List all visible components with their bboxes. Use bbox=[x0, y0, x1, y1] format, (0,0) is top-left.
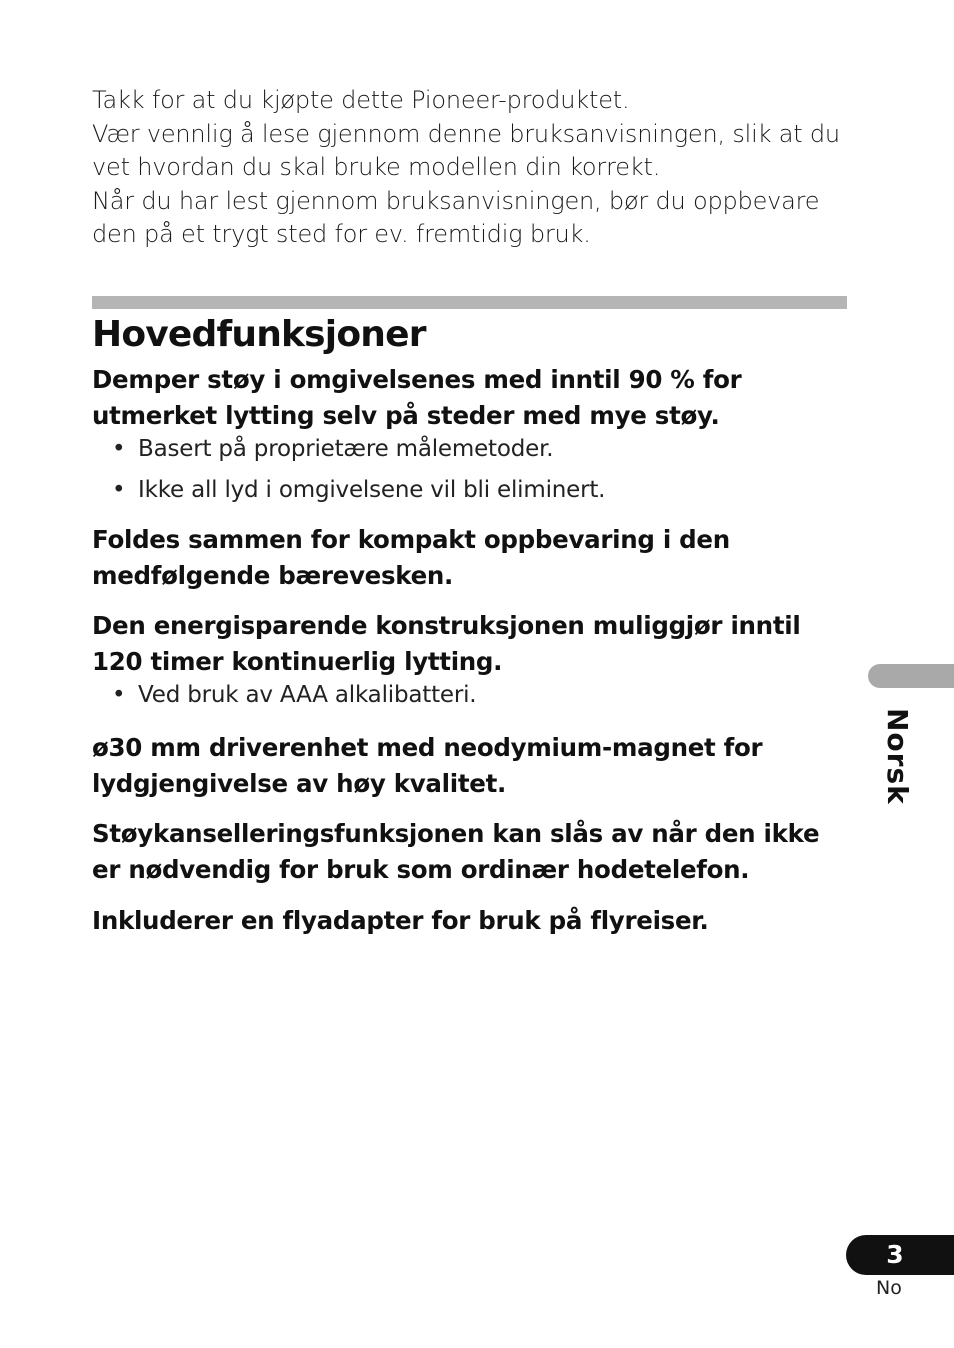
feature-title-driver: ø30 mm driverenhet med neodymium-magnet for lydgjengivelse av høy kvalitet. bbox=[92, 733, 763, 798]
language-tab-marker bbox=[868, 664, 954, 688]
feature-title-cancel-off: Støykanselleringsfunksjonen kan slås av når den ikke er nødvendig for bruk som ordinær hodetelefon. bbox=[92, 819, 820, 884]
language-side-label: Norsk bbox=[881, 708, 914, 805]
feature-title-noise-reduction: Demper støy i omgivelsenes med inntil 90 % for utmerket lytting selv på steder med mye støy. bbox=[92, 365, 742, 430]
section-heading: Hovedfunksjoner bbox=[92, 314, 426, 355]
feature-title-energy: Den energisparende konstruksjonen muliggjør inntil 120 timer kontinuerlig lytting. bbox=[92, 611, 801, 676]
language-code: No bbox=[876, 1277, 902, 1299]
intro-paragraph-3: Når du har lest gjennom bruksanvisningen, bør du oppbevare den på et trygt sted for ev. fremtidig bruk. bbox=[92, 186, 820, 248]
feature-bullet bbox=[112, 680, 832, 710]
bullet-dot-icon: • bbox=[112, 436, 126, 462]
bullet-text: Basert på proprietære målemetoder. bbox=[138, 436, 554, 462]
page-number: 3 bbox=[886, 1240, 904, 1269]
bullet-dot-icon: • bbox=[112, 477, 126, 503]
feature-title-folding: Foldes sammen for kompakt oppbevaring i den medfølgende bærevesken. bbox=[92, 525, 730, 590]
bullet-text: Ikke all lyd i omgivelsene vil bli eliminert. bbox=[138, 477, 606, 503]
intro-paragraph-2: Vær vennlig å lese gjennom denne bruksanvisningen, slik at du vet hvordan du skal bruke modellen din korrekt. bbox=[92, 119, 840, 181]
intro-paragraph-1: Takk for at du kjøpte dette Pioneer-produktet. bbox=[92, 86, 630, 114]
feature-bullet bbox=[112, 434, 832, 464]
feature-bullet bbox=[112, 475, 832, 505]
intro-text bbox=[92, 84, 862, 252]
bullet-dot-icon: • bbox=[112, 682, 126, 708]
section-divider bbox=[92, 296, 847, 309]
bullet-text: Ved bruk av AAA alkalibatteri. bbox=[138, 682, 477, 708]
feature-title-flight-adapter: Inkluderer en flyadapter for bruk på flyreiser. bbox=[92, 906, 709, 935]
